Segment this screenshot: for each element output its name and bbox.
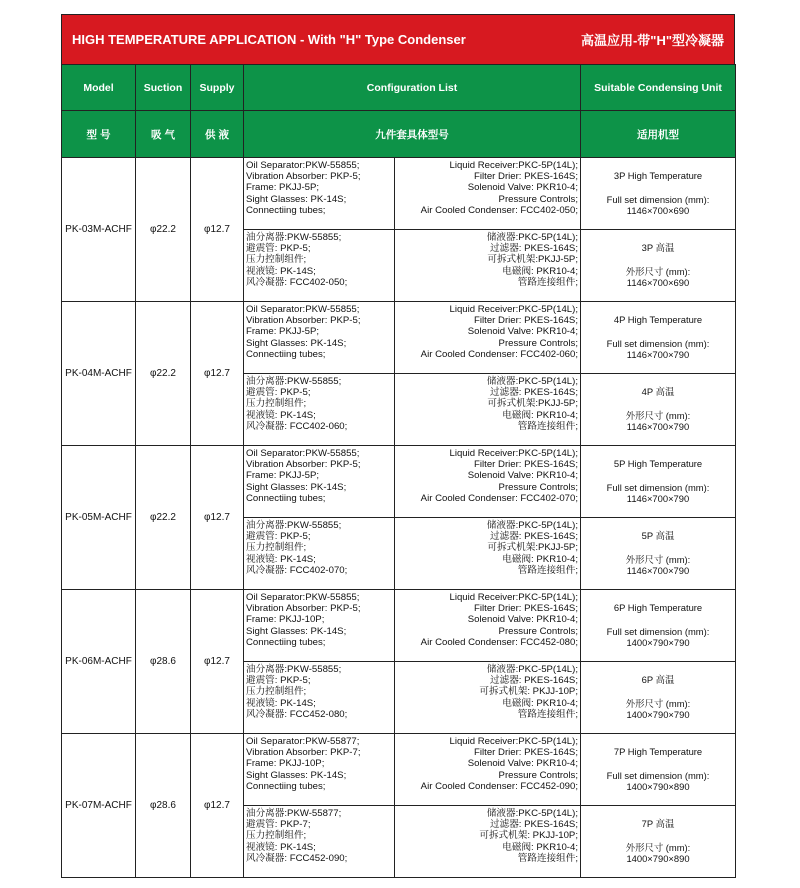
- table-row: [62, 158, 736, 230]
- config-line: Pressure Controls;: [498, 769, 578, 781]
- config-line: 风冷凝器: FCC402-050;: [246, 276, 348, 288]
- config-line: Filter Drier: PKES-164S;: [474, 171, 578, 183]
- unit-en-cell: [581, 158, 736, 230]
- config-line: 风冷凝器: FCC402-060;: [246, 420, 348, 432]
- config-line: Sight Glasses: PK-14S;: [246, 193, 347, 205]
- config-line: Liquid Receiver:PKC-5P(14L);: [449, 592, 578, 603]
- config-cn-left: [244, 518, 395, 590]
- config-line: 压力控制组件;: [246, 686, 307, 698]
- config-line: 储液器:PKC-5P(14L);: [486, 376, 578, 387]
- unit-en-cell: [581, 302, 736, 374]
- suction-cell: φ22.2: [136, 446, 191, 590]
- unit-title-cn: 6P 高温: [641, 674, 675, 686]
- header-row-cn: [62, 111, 736, 158]
- config-line: Filter Drier: PKES-164S;: [474, 603, 578, 615]
- unit-en-cell: [581, 446, 736, 518]
- config-line: 视液镜: PK-14S;: [246, 409, 316, 421]
- config-line: Sight Glasses: PK-14S;: [246, 769, 347, 781]
- unit-title: 4P High Temperature: [613, 314, 703, 326]
- unit-dim-value: 1400×790×890: [626, 781, 690, 793]
- config-line: 油分离器:PKW-55855;: [246, 232, 342, 243]
- config-line: Pressure Controls;: [498, 625, 578, 637]
- unit-title: 3P High Temperature: [613, 170, 703, 182]
- config-line: 过滤器: PKES-164S;: [490, 531, 578, 543]
- config-en-right: [395, 590, 581, 662]
- config-line: Filter Drier: PKES-164S;: [474, 459, 578, 471]
- table-row: [62, 302, 736, 374]
- config-line: 可拆式机架: PKJJ-10P;: [479, 686, 578, 698]
- unit-dim-label-cn: 外形尺寸 (mm):: [625, 409, 691, 421]
- config-line: Filter Drier: PKES-164S;: [474, 747, 578, 759]
- config-line: Frame: PKJJ-5P;: [246, 470, 320, 482]
- config-line: Air Cooled Condenser: FCC452-080;: [420, 636, 578, 648]
- unit-title-cn: 5P 高温: [641, 530, 675, 542]
- unit-dim-label-cn: 外形尺寸 (mm):: [625, 553, 691, 565]
- config-line: Frame: PKJJ-10P;: [246, 758, 325, 770]
- unit-cn-cell: [581, 806, 736, 878]
- config-en-right: [395, 158, 581, 230]
- config-line: 可拆式机架:PKJJ-5P;: [487, 542, 578, 554]
- config-line: 风冷凝器: FCC402-070;: [246, 564, 348, 576]
- config-line: Oil Separator:PKW-55855;: [246, 304, 360, 315]
- config-line: 电磁阀: PKR10-4;: [502, 409, 578, 421]
- config-line: Air Cooled Condenser: FCC402-050;: [420, 204, 578, 216]
- unit-dim-label: Full set dimension (mm):: [606, 481, 710, 493]
- header-suction: Suction: [136, 65, 191, 111]
- config-line: 压力控制组件;: [246, 254, 307, 266]
- unit-title-cn: 7P 高温: [641, 818, 675, 830]
- config-line: 避震管: PKP-5;: [246, 675, 311, 687]
- header-model: Model: [62, 65, 136, 111]
- config-line: 电磁阀: PKR10-4;: [502, 697, 578, 709]
- model-cell: PK-06M-ACHF: [62, 590, 136, 734]
- header-unit-cn: 适用机型: [581, 111, 736, 158]
- config-line: 油分离器:PKW-55855;: [246, 376, 342, 387]
- unit-dim-label: Full set dimension (mm):: [606, 337, 710, 349]
- title-en: HIGH TEMPERATURE APPLICATION - With "H" Type Condenser: [72, 32, 466, 47]
- config-table: [61, 64, 736, 878]
- config-line: 过滤器: PKES-164S;: [490, 819, 578, 831]
- config-line: 压力控制组件;: [246, 398, 307, 410]
- unit-dim-label: Full set dimension (mm):: [606, 193, 710, 205]
- config-line: Connectiing tubes;: [246, 348, 326, 360]
- config-line: Pressure Controls;: [498, 481, 578, 493]
- config-line: 油分离器:PKW-55855;: [246, 664, 342, 675]
- config-line: 可拆式机架:PKJJ-5P;: [487, 254, 578, 266]
- config-line: Connectiing tubes;: [246, 780, 326, 792]
- suction-cell: φ22.2: [136, 158, 191, 302]
- config-line: Sight Glasses: PK-14S;: [246, 625, 347, 637]
- title-bar: [61, 14, 735, 64]
- config-line: Solenoid Valve: PKR10-4;: [467, 614, 578, 626]
- config-line: 储液器:PKC-5P(14L);: [486, 232, 578, 243]
- unit-dim-label: Full set dimension (mm):: [606, 769, 710, 781]
- config-en-left: [244, 158, 395, 230]
- config-line: 风冷凝器: FCC452-090;: [246, 852, 348, 864]
- config-line: Liquid Receiver:PKC-5P(14L);: [449, 736, 578, 747]
- config-line: Frame: PKJJ-5P;: [246, 182, 320, 194]
- model-cell: PK-05M-ACHF: [62, 446, 136, 590]
- unit-dim-value-cn: 1400×790×890: [626, 853, 690, 865]
- config-line: 储液器:PKC-5P(14L);: [486, 664, 578, 675]
- config-line: Frame: PKJJ-10P;: [246, 614, 325, 626]
- config-line: Sight Glasses: PK-14S;: [246, 481, 347, 493]
- unit-title-cn: 3P 高温: [641, 242, 675, 254]
- config-line: 避震管: PKP-5;: [246, 531, 311, 543]
- unit-cn-cell: [581, 518, 736, 590]
- config-line: 视液镜: PK-14S;: [246, 265, 316, 277]
- unit-cn-cell: [581, 662, 736, 734]
- config-line: Sight Glasses: PK-14S;: [246, 337, 347, 349]
- header-unit: Suitable Condensing Unit: [581, 65, 736, 111]
- config-line: 视液镜: PK-14S;: [246, 841, 316, 853]
- config-line: Vibration Absorber: PKP-5;: [246, 459, 361, 471]
- config-line: 风冷凝器: FCC452-080;: [246, 708, 348, 720]
- config-line: Liquid Receiver:PKC-5P(14L);: [449, 304, 578, 315]
- unit-title-cn: 4P 高温: [641, 386, 675, 398]
- header-supply-cn: 供 液: [191, 111, 244, 158]
- config-cn-right: [395, 806, 581, 878]
- config-line: Connectiing tubes;: [246, 204, 326, 216]
- header-model-cn: 型 号: [62, 111, 136, 158]
- config-cn-left: [244, 662, 395, 734]
- config-en-right: [395, 446, 581, 518]
- config-line: 油分离器:PKW-55877;: [246, 808, 342, 819]
- config-line: Air Cooled Condenser: FCC402-070;: [420, 492, 578, 504]
- config-line: Vibration Absorber: PKP-5;: [246, 171, 361, 183]
- config-line: Air Cooled Condenser: FCC452-090;: [420, 780, 578, 792]
- config-line: 视液镜: PK-14S;: [246, 553, 316, 565]
- config-line: 管路连接组件;: [517, 564, 578, 576]
- unit-dim-value-cn: 1146×700×690: [626, 277, 690, 289]
- config-line: 管路连接组件;: [517, 420, 578, 432]
- config-cn-left: [244, 230, 395, 302]
- unit-title: 7P High Temperature: [613, 746, 703, 758]
- supply-cell: φ12.7: [191, 734, 244, 878]
- config-line: 过滤器: PKES-164S;: [490, 675, 578, 687]
- config-line: 过滤器: PKES-164S;: [490, 243, 578, 255]
- config-en-right: [395, 734, 581, 806]
- config-line: Solenoid Valve: PKR10-4;: [467, 326, 578, 338]
- unit-dim-label-cn: 外形尺寸 (mm):: [625, 841, 691, 853]
- config-line: Air Cooled Condenser: FCC402-060;: [420, 348, 578, 360]
- supply-cell: φ12.7: [191, 158, 244, 302]
- config-line: 电磁阀: PKR10-4;: [502, 265, 578, 277]
- config-line: 避震管: PKP-7;: [246, 819, 311, 831]
- config-line: 压力控制组件;: [246, 542, 307, 554]
- config-cn-left: [244, 806, 395, 878]
- config-en-left: [244, 590, 395, 662]
- unit-dim-value: 1146×700×690: [626, 205, 690, 217]
- unit-title: 6P High Temperature: [613, 602, 703, 614]
- title-cn: 高温应用-带"H"型冷凝器: [580, 33, 724, 48]
- config-line: 储液器:PKC-5P(14L);: [486, 808, 578, 819]
- config-line: Solenoid Valve: PKR10-4;: [467, 758, 578, 770]
- config-line: 过滤器: PKES-164S;: [490, 387, 578, 399]
- suction-cell: φ28.6: [136, 590, 191, 734]
- config-line: 储液器:PKC-5P(14L);: [486, 520, 578, 531]
- model-cell: PK-07M-ACHF: [62, 734, 136, 878]
- header-row-en: [62, 65, 736, 111]
- config-line: 油分离器:PKW-55855;: [246, 520, 342, 531]
- config-line: Oil Separator:PKW-55855;: [246, 448, 360, 459]
- suction-cell: φ28.6: [136, 734, 191, 878]
- table-row: [62, 446, 736, 518]
- config-line: 可拆式机架: PKJJ-10P;: [479, 830, 578, 842]
- unit-en-cell: [581, 734, 736, 806]
- config-line: Oil Separator:PKW-55855;: [246, 592, 360, 603]
- config-en-left: [244, 302, 395, 374]
- unit-dim-value: 1146×700×790: [626, 493, 690, 505]
- config-line: Liquid Receiver:PKC-5P(14L);: [449, 160, 578, 171]
- table-row: [62, 734, 736, 806]
- suction-cell: φ22.2: [136, 302, 191, 446]
- unit-dim-label-cn: 外形尺寸 (mm):: [625, 697, 691, 709]
- config-line: Liquid Receiver:PKC-5P(14L);: [449, 448, 578, 459]
- config-line: 避震管: PKP-5;: [246, 243, 311, 255]
- config-line: 管路连接组件;: [517, 852, 578, 864]
- config-line: 视液镜: PK-14S;: [246, 697, 316, 709]
- config-en-left: [244, 734, 395, 806]
- config-line: Solenoid Valve: PKR10-4;: [467, 182, 578, 194]
- config-line: 压力控制组件;: [246, 830, 307, 842]
- unit-dim-value-cn: 1400×790×790: [626, 709, 690, 721]
- unit-cn-cell: [581, 230, 736, 302]
- config-line: Oil Separator:PKW-55877;: [246, 736, 360, 747]
- config-line: Oil Separator:PKW-55855;: [246, 160, 360, 171]
- header-suction-cn: 吸 气: [136, 111, 191, 158]
- config-line: Pressure Controls;: [498, 337, 578, 349]
- unit-dim-value-cn: 1146×700×790: [626, 421, 690, 433]
- unit-en-cell: [581, 590, 736, 662]
- supply-cell: φ12.7: [191, 302, 244, 446]
- config-line: Connectiing tubes;: [246, 492, 326, 504]
- unit-dim-label: Full set dimension (mm):: [606, 625, 710, 637]
- header-config-cn: 九件套具体型号: [244, 111, 581, 158]
- unit-cn-cell: [581, 374, 736, 446]
- header-supply: Supply: [191, 65, 244, 111]
- model-cell: PK-04M-ACHF: [62, 302, 136, 446]
- config-line: Pressure Controls;: [498, 193, 578, 205]
- config-line: 管路连接组件;: [517, 276, 578, 288]
- config-line: 管路连接组件;: [517, 708, 578, 720]
- config-cn-left: [244, 374, 395, 446]
- config-line: 避震管: PKP-5;: [246, 387, 311, 399]
- config-en-left: [244, 446, 395, 518]
- config-line: Connectiing tubes;: [246, 636, 326, 648]
- config-line: Vibration Absorber: PKP-7;: [246, 747, 361, 759]
- config-line: Filter Drier: PKES-164S;: [474, 315, 578, 327]
- config-cn-right: [395, 374, 581, 446]
- unit-dim-value: 1146×700×790: [626, 349, 690, 361]
- supply-cell: φ12.7: [191, 446, 244, 590]
- unit-dim-label-cn: 外形尺寸 (mm):: [625, 265, 691, 277]
- config-en-right: [395, 302, 581, 374]
- unit-dim-value-cn: 1146×700×790: [626, 565, 690, 577]
- table-row: [62, 590, 736, 662]
- unit-dim-value: 1400×790×790: [626, 637, 690, 649]
- config-line: 电磁阀: PKR10-4;: [502, 553, 578, 565]
- config-cn-right: [395, 518, 581, 590]
- supply-cell: φ12.7: [191, 590, 244, 734]
- header-config: Configuration List: [244, 65, 581, 111]
- config-line: Frame: PKJJ-5P;: [246, 326, 320, 338]
- config-line: Vibration Absorber: PKP-5;: [246, 315, 361, 327]
- unit-title: 5P High Temperature: [613, 458, 703, 470]
- model-cell: PK-03M-ACHF: [62, 158, 136, 302]
- config-line: 可拆式机架:PKJJ-5P;: [487, 398, 578, 410]
- config-line: 电磁阀: PKR10-4;: [502, 841, 578, 853]
- spec-sheet: [61, 14, 735, 878]
- config-cn-right: [395, 230, 581, 302]
- config-cn-right: [395, 662, 581, 734]
- config-line: Solenoid Valve: PKR10-4;: [467, 470, 578, 482]
- config-line: Vibration Absorber: PKP-5;: [246, 603, 361, 615]
